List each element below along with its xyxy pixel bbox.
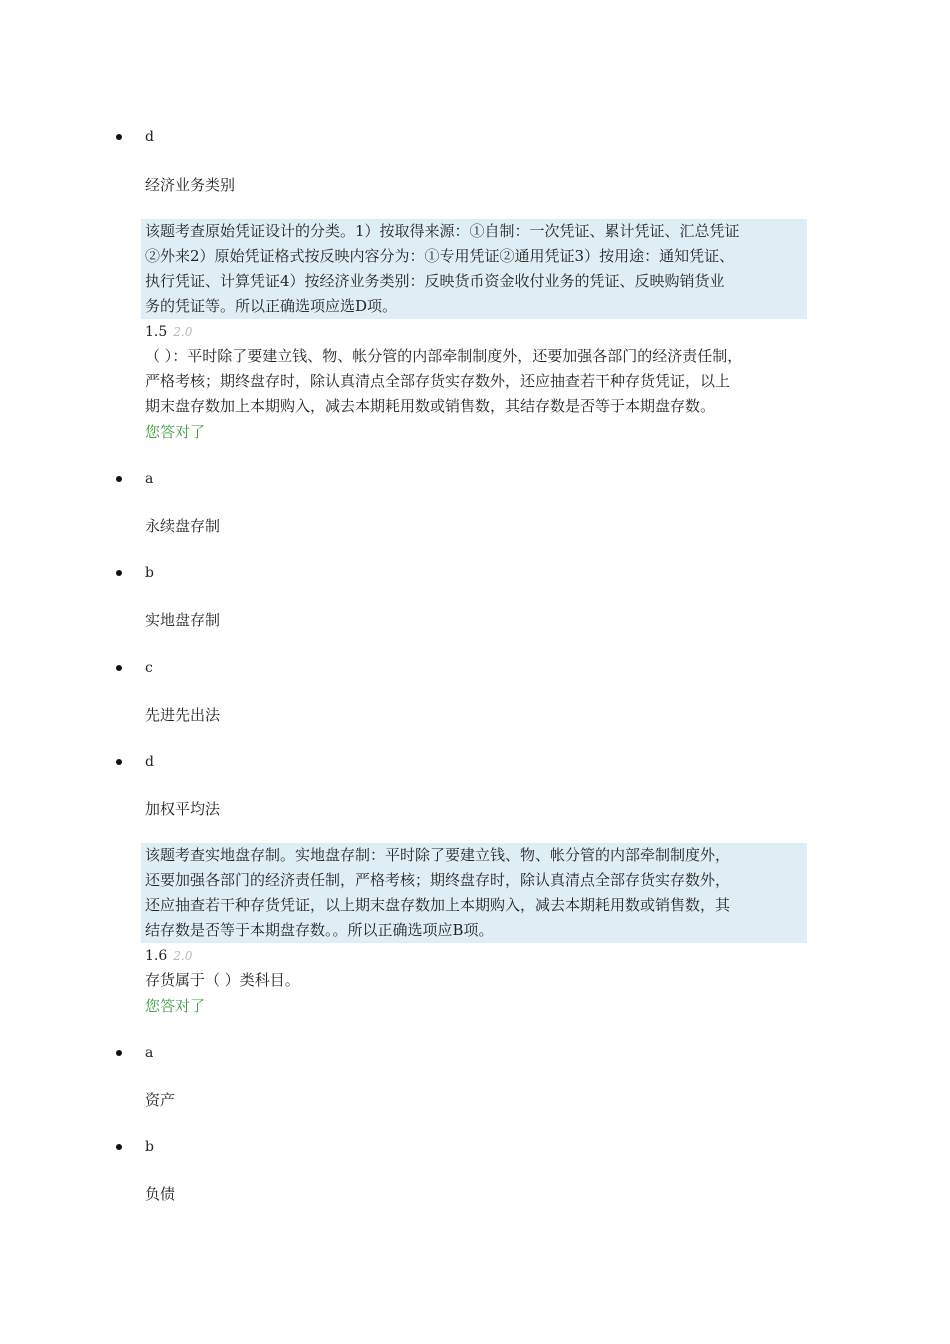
question-score: 2.0 bbox=[173, 325, 193, 339]
explanation-box bbox=[141, 843, 807, 943]
explanation-line: 结存数是否等于本期盘存数。。所以正确选项应B项。 bbox=[145, 921, 494, 939]
question-number-value: 1.6 bbox=[145, 948, 168, 964]
question-text-line: 严格考核；期终盘存时，除认真清点全部存货实存数外，还应抽查若干种存货凭证，以上 bbox=[145, 372, 731, 390]
option-bullet bbox=[116, 476, 122, 482]
explanation-line: 还要加强各部门的经济责任制，严格考核；期终盘存时，除认真清点全部存货实存数外， bbox=[145, 871, 731, 889]
question-text-line: 存货属于（ ）类科目。 bbox=[145, 971, 300, 989]
option-bullet bbox=[116, 134, 122, 140]
answer-feedback: 您答对了 bbox=[145, 997, 206, 1015]
option-text-b: 实地盘存制 bbox=[145, 611, 221, 629]
option-letter-b[interactable]: b bbox=[145, 1139, 154, 1155]
question-text-line: （ ）：平时除了要建立钱、物、帐分管的内部牵制制度外，还要加强各部门的经济责任制， bbox=[145, 347, 743, 365]
option-bullet bbox=[116, 1144, 122, 1150]
option-text-a: 永续盘存制 bbox=[145, 517, 221, 535]
question-text-line: 期末盘存数加上本期购入，减去本期耗用数或销售数，其结存数是否等于本期盘存数。 bbox=[145, 397, 716, 415]
option-bullet bbox=[116, 1050, 122, 1056]
option-bullet bbox=[116, 570, 122, 576]
option-letter-c[interactable]: c bbox=[145, 660, 153, 676]
question-number bbox=[145, 322, 192, 342]
option-letter-a[interactable]: a bbox=[145, 471, 154, 487]
answer-feedback: 您答对了 bbox=[145, 423, 206, 441]
explanation-line: 该题考查原始凭证设计的分类。1）按取得来源：①自制：一次凭证、累计凭证、汇总凭证 bbox=[145, 222, 740, 240]
explanation-line: 执行凭证、计算凭证4）按经济业务类别：反映货币资金收付业务的凭证、反映购销货业 bbox=[145, 272, 725, 290]
option-text-b: 负债 bbox=[145, 1185, 176, 1203]
explanation-line: 该题考查实地盘存制。实地盘存制：平时除了要建立钱、物、帐分管的内部牵制制度外， bbox=[145, 846, 731, 864]
option-text-d: 经济业务类别 bbox=[145, 176, 236, 194]
option-letter-b[interactable]: b bbox=[145, 565, 154, 581]
question-score: 2.0 bbox=[173, 949, 193, 963]
explanation-box bbox=[141, 219, 807, 319]
option-text-d: 加权平均法 bbox=[145, 800, 221, 818]
explanation-line: 务的凭证等。所以正确选项应选D项。 bbox=[145, 297, 398, 315]
question-text bbox=[145, 968, 300, 993]
explanation-line: ②外来2）原始凭证格式按反映内容分为：①专用凭证②通用凭证3）按用途：通知凭证、 bbox=[145, 247, 735, 265]
option-text-c: 先进先出法 bbox=[145, 706, 221, 724]
option-letter-d[interactable]: d bbox=[145, 129, 154, 145]
option-letter-d[interactable]: d bbox=[145, 754, 154, 770]
question-text bbox=[145, 344, 742, 419]
explanation-line: 还应抽查若干种存货凭证，以上期末盘存数加上本期购入，减去本期耗用数或销售数，其 bbox=[145, 896, 731, 914]
question-number-value: 1.5 bbox=[145, 324, 168, 340]
option-bullet bbox=[116, 665, 122, 671]
option-text-a: 资产 bbox=[145, 1091, 176, 1109]
option-bullet bbox=[116, 759, 122, 765]
question-number bbox=[145, 946, 192, 966]
option-letter-a[interactable]: a bbox=[145, 1045, 154, 1061]
